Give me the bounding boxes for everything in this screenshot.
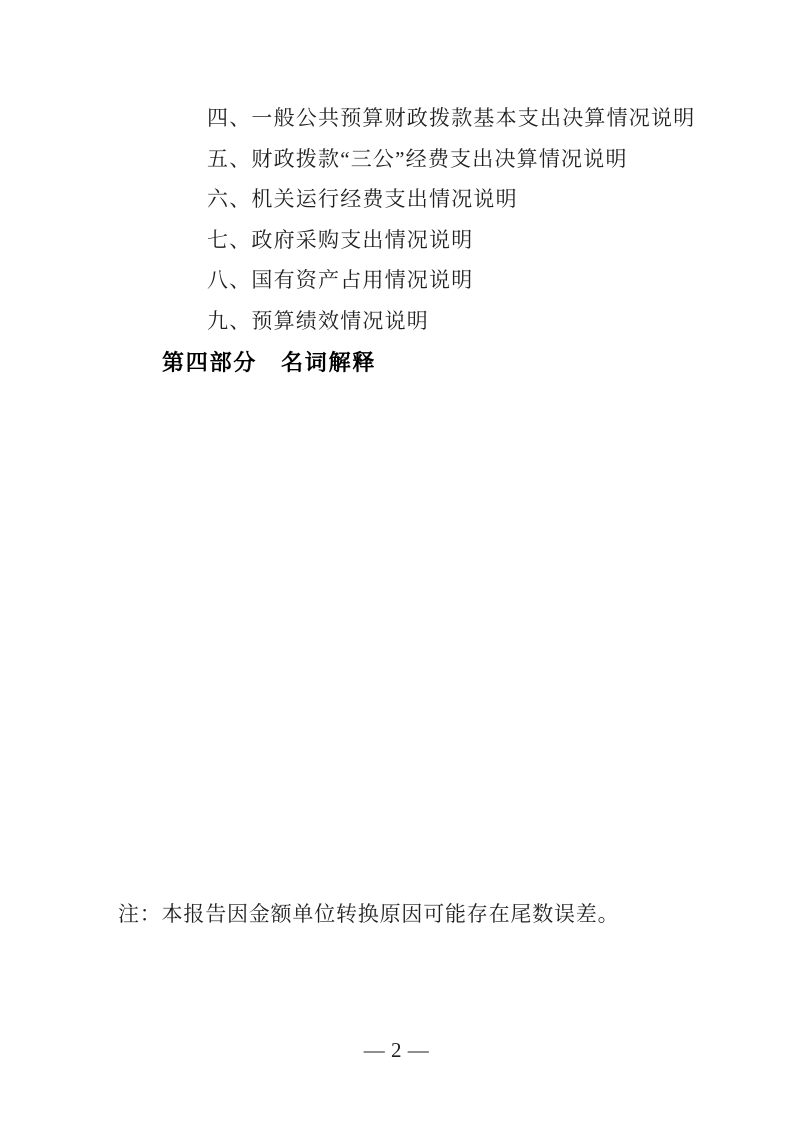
toc-item: 九、预算绩效情况说明 — [207, 308, 429, 333]
toc-item: 六、机关运行经费支出情况说明 — [207, 187, 518, 211]
toc-item: 八、国有资产占用情况说明 — [207, 268, 474, 292]
toc-item: 四、一般公共预算财政拨款基本支出决算情况说明 — [207, 106, 696, 130]
table-of-contents — [0, 98, 793, 384]
page-number: — 2 — — [363, 1038, 430, 1062]
section-heading: 第四部分 名词解释 — [162, 350, 377, 375]
toc-item: 七、政府采购支出情况说明 — [207, 227, 474, 252]
toc-item: 五、财政拨款“三公”经费支出决算情况说明 — [207, 146, 628, 171]
footnote: 注：本报告因金额单位转换原因可能存在尾数误差。 — [118, 902, 620, 926]
